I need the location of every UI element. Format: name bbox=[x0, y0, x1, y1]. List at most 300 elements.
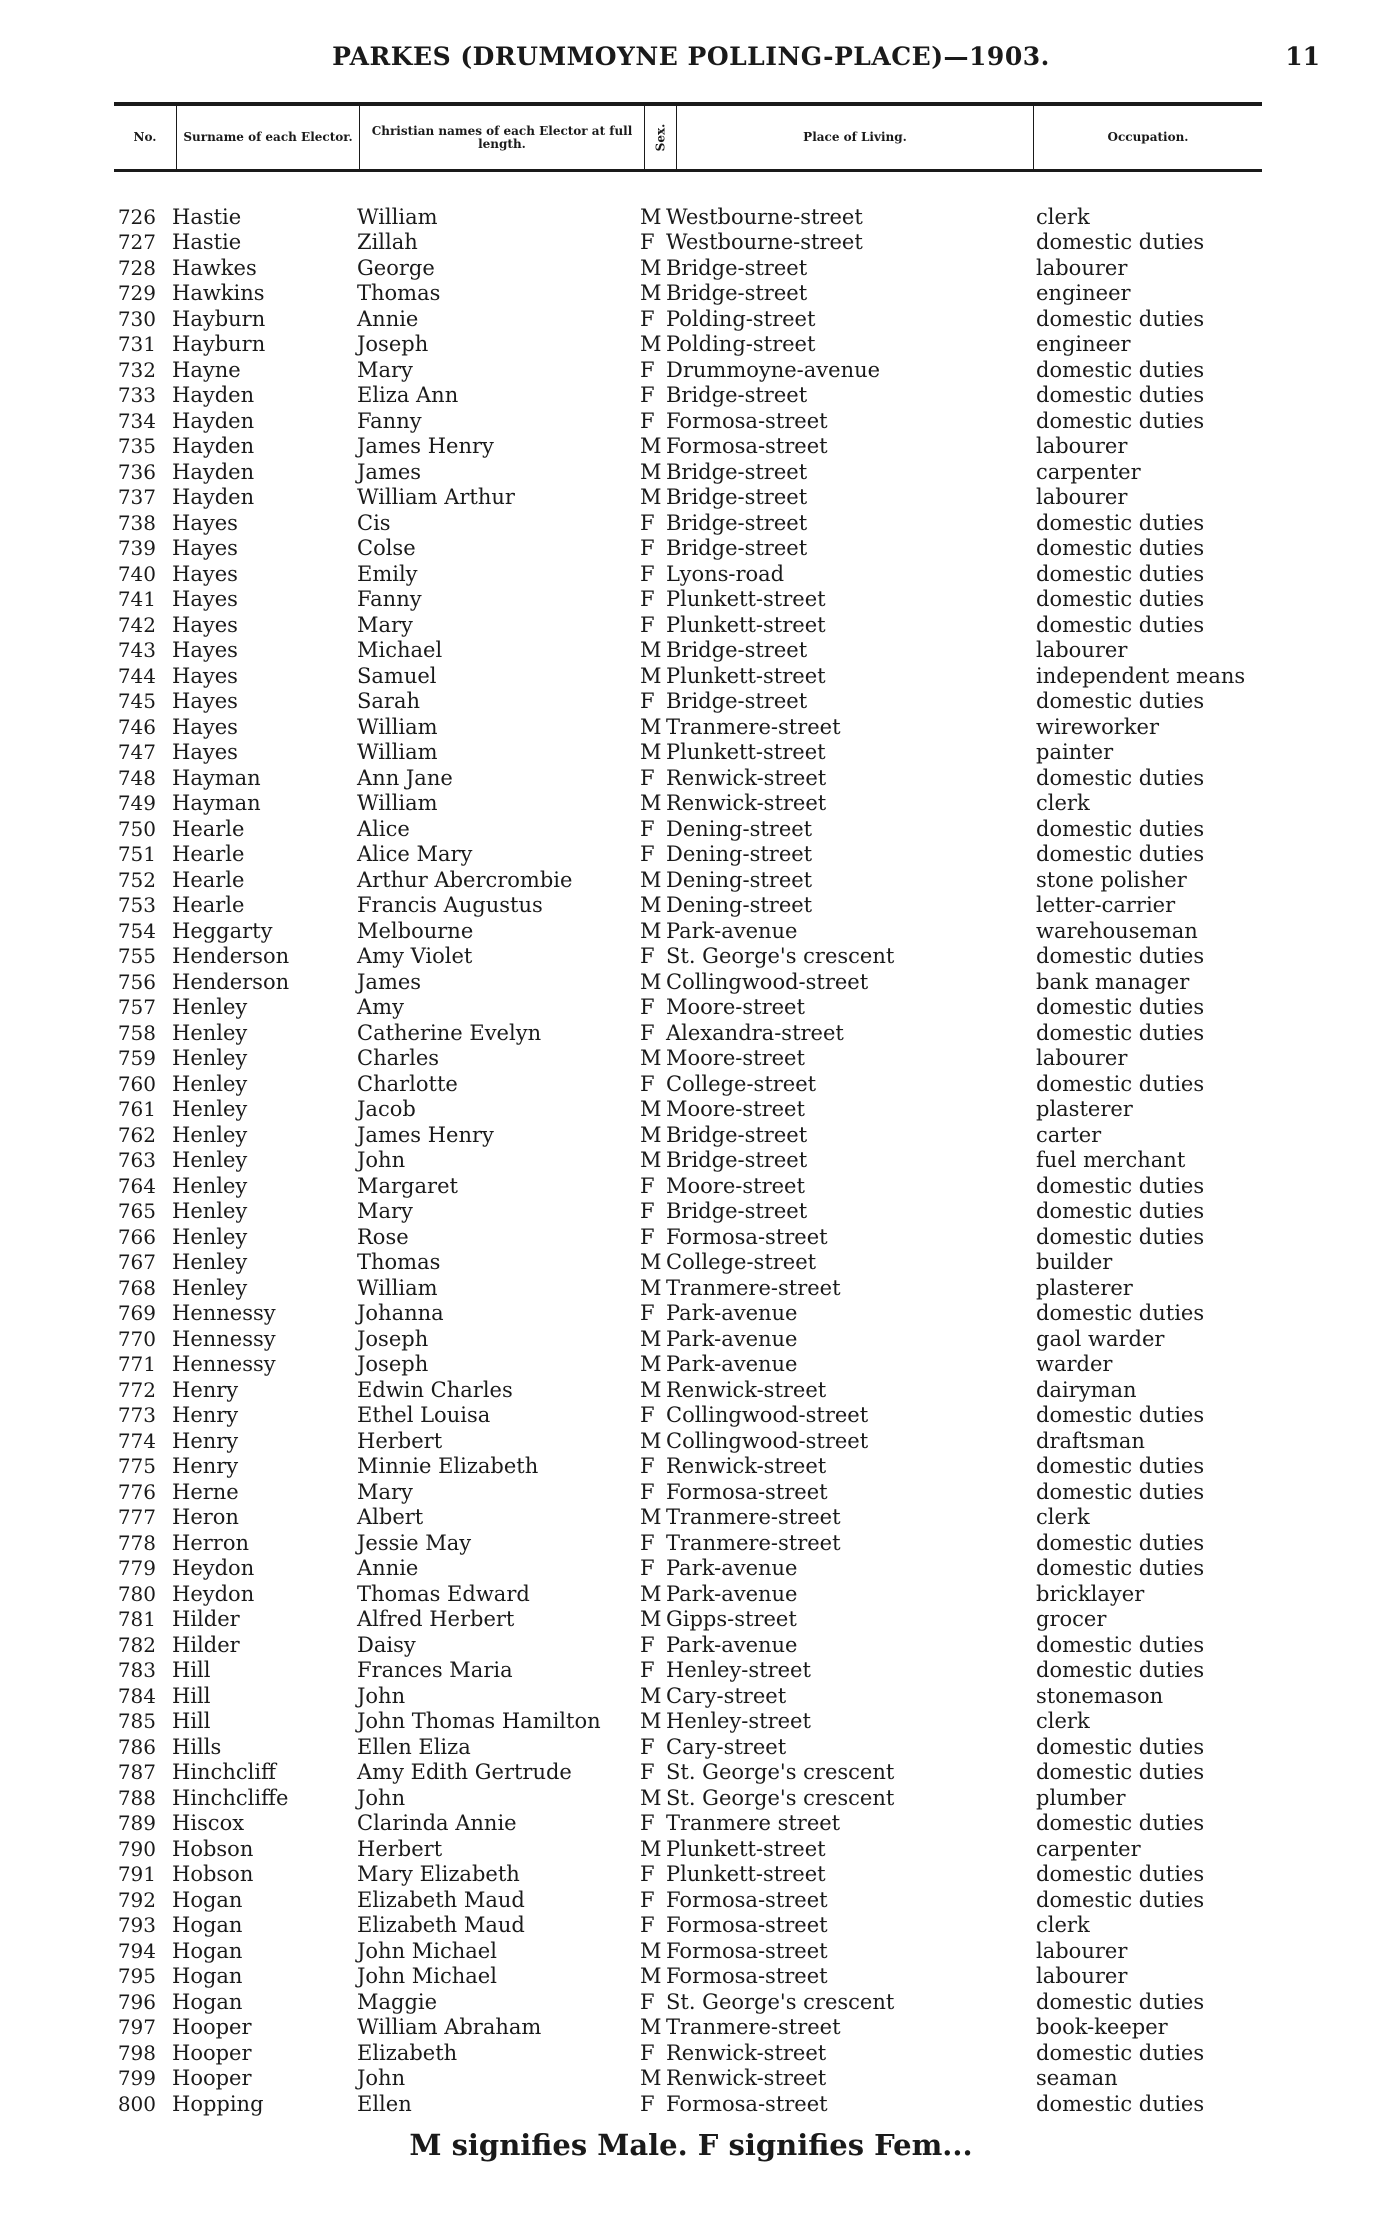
table-row bbox=[108, 484, 1268, 510]
sex-cell: F bbox=[640, 1301, 655, 1325]
sex-cell: M bbox=[640, 1148, 662, 1172]
table-row bbox=[108, 2014, 1268, 2040]
table-row bbox=[108, 1529, 1268, 1555]
table-row bbox=[108, 1223, 1268, 1249]
elector-number-cell: 786 bbox=[117, 1734, 156, 1759]
elector-number-cell: 741 bbox=[117, 587, 156, 611]
elector-number-cell: 754 bbox=[117, 918, 156, 943]
surname-cell: Hayburn bbox=[172, 306, 266, 331]
table-row bbox=[108, 994, 1268, 1020]
sex-legend-footer: M signifies Male. F signifies Fem... bbox=[409, 2128, 973, 2162]
elector-number-cell: 793 bbox=[117, 1913, 156, 1937]
elector-number-cell: 731 bbox=[117, 332, 156, 356]
surname-cell: Henley bbox=[172, 1250, 248, 1274]
table-row bbox=[108, 535, 1268, 561]
place-of-living-cell: Cary-street bbox=[666, 1734, 787, 1759]
sex-cell: M bbox=[640, 663, 662, 688]
occupation-cell: domestic duties bbox=[1036, 944, 1205, 968]
table-row bbox=[108, 943, 1268, 969]
place-of-living-cell: Renwick-street bbox=[666, 2066, 827, 2090]
table-row bbox=[108, 2065, 1268, 2091]
christian-names-cell: Maggie bbox=[357, 1989, 438, 2014]
sex-cell: M bbox=[640, 1505, 662, 1529]
occupation-cell: wireworker bbox=[1036, 714, 1160, 739]
table-row bbox=[108, 305, 1268, 331]
elector-number-cell: 751 bbox=[117, 842, 156, 866]
sex-cell: M bbox=[640, 867, 662, 892]
surname-cell: Hayes bbox=[172, 638, 238, 662]
occupation-cell: clerk bbox=[1036, 1505, 1090, 1529]
surname-cell: Hayes bbox=[172, 740, 238, 764]
surname-cell: Hayden bbox=[172, 434, 255, 458]
elector-number-cell: 759 bbox=[117, 1046, 156, 1070]
table-row bbox=[108, 637, 1268, 663]
elector-number-cell: 779 bbox=[117, 1556, 156, 1580]
christian-names-cell: Frances Maria bbox=[357, 1658, 513, 1682]
elector-number-cell: 767 bbox=[117, 1250, 156, 1274]
place-of-living-cell: Moore-street bbox=[666, 1173, 805, 1198]
elector-number-cell: 736 bbox=[117, 459, 156, 484]
christian-names-cell: Zillah bbox=[357, 230, 418, 254]
table-row bbox=[108, 1784, 1268, 1810]
christian-names-cell: Francis Augustus bbox=[357, 893, 543, 917]
table-row bbox=[108, 968, 1268, 994]
christian-names-cell: Ellen Eliza bbox=[357, 1734, 471, 1759]
christian-names-cell: James bbox=[357, 969, 422, 994]
elector-number-cell: 787 bbox=[117, 1760, 156, 1784]
surname-cell: Hayman bbox=[172, 765, 261, 790]
elector-number-cell: 788 bbox=[117, 1785, 156, 1810]
occupation-cell: clerk bbox=[1036, 791, 1090, 815]
occupation-cell: domestic duties bbox=[1036, 1173, 1205, 1198]
christian-names-cell: James bbox=[357, 459, 422, 484]
sex-cell: M bbox=[640, 638, 662, 662]
occupation-cell: domestic duties bbox=[1036, 612, 1205, 637]
occupation-cell: carpenter bbox=[1036, 459, 1141, 484]
sex-cell: M bbox=[640, 1275, 662, 1300]
sex-cell: F bbox=[640, 510, 655, 535]
surname-cell: Heron bbox=[172, 1505, 239, 1529]
christian-names-cell: Eliza Ann bbox=[357, 383, 459, 407]
place-of-living-cell: Bridge-street bbox=[666, 383, 808, 407]
table-row bbox=[108, 1988, 1268, 2014]
surname-cell: Henley bbox=[172, 1199, 248, 1223]
sex-cell: F bbox=[640, 1224, 655, 1249]
elector-number-cell: 764 bbox=[117, 1173, 156, 1198]
place-of-living-cell: Plunkett-street bbox=[666, 612, 826, 637]
christian-names-cell: Ethel Louisa bbox=[357, 1403, 491, 1427]
sex-cell: M bbox=[640, 1428, 662, 1453]
sex-cell: F bbox=[640, 1862, 655, 1886]
elector-number-cell: 762 bbox=[117, 1122, 156, 1147]
christian-names-cell: William bbox=[357, 740, 438, 764]
surname-cell: Henley bbox=[172, 1122, 248, 1147]
header-no: No. bbox=[114, 106, 177, 169]
surname-cell: Hearle bbox=[172, 893, 245, 917]
occupation-cell: domestic duties bbox=[1036, 306, 1205, 331]
sex-cell: F bbox=[640, 1760, 655, 1784]
table-row bbox=[108, 1198, 1268, 1224]
occupation-cell: labourer bbox=[1036, 255, 1128, 280]
surname-cell: Hennessy bbox=[172, 1352, 276, 1376]
elector-number-cell: 749 bbox=[117, 791, 156, 815]
table-row bbox=[108, 866, 1268, 892]
surname-cell: Henley bbox=[172, 1071, 248, 1096]
christian-names-cell: Jacob bbox=[357, 1097, 416, 1121]
table-row bbox=[108, 1631, 1268, 1657]
elector-number-cell: 769 bbox=[117, 1301, 156, 1325]
occupation-cell: domestic duties bbox=[1036, 842, 1205, 866]
header-sex-label: Sex. bbox=[652, 123, 667, 152]
surname-cell: Hearle bbox=[172, 867, 245, 892]
table-row bbox=[108, 688, 1268, 714]
sex-cell: F bbox=[640, 383, 655, 407]
place-of-living-cell: Cary-street bbox=[666, 1683, 787, 1708]
place-of-living-cell: Bridge-street bbox=[666, 510, 808, 535]
christian-names-cell: Thomas Edward bbox=[357, 1581, 530, 1606]
occupation-cell: labourer bbox=[1036, 638, 1128, 662]
occupation-cell: domestic duties bbox=[1036, 995, 1205, 1019]
christian-names-cell: Mary bbox=[357, 612, 413, 637]
surname-cell: Hayden bbox=[172, 383, 255, 407]
surname-cell: Henley bbox=[172, 1020, 248, 1045]
occupation-cell: plumber bbox=[1036, 1785, 1126, 1810]
elector-number-cell: 761 bbox=[117, 1097, 156, 1121]
occupation-cell: labourer bbox=[1036, 1938, 1128, 1963]
surname-cell: Hooper bbox=[172, 2040, 252, 2065]
sex-cell: M bbox=[640, 1964, 662, 1988]
occupation-cell: letter-carrier bbox=[1036, 893, 1176, 917]
place-of-living-cell: Bridge-street bbox=[666, 1148, 808, 1172]
elector-number-cell: 778 bbox=[117, 1530, 156, 1555]
surname-cell: Hastie bbox=[172, 204, 242, 229]
sex-cell: F bbox=[640, 842, 655, 866]
elector-number-cell: 770 bbox=[117, 1326, 156, 1351]
surname-cell: Hayes bbox=[172, 510, 238, 535]
table-row bbox=[108, 713, 1268, 739]
occupation-cell: domestic duties bbox=[1036, 1071, 1205, 1096]
christian-names-cell: Elizabeth bbox=[357, 2040, 458, 2065]
elector-number-cell: 796 bbox=[117, 1989, 156, 2014]
surname-cell: Herron bbox=[172, 1530, 249, 1555]
place-of-living-cell: Lyons-road bbox=[666, 561, 785, 586]
table-row bbox=[108, 1274, 1268, 1300]
sex-cell: M bbox=[640, 893, 662, 917]
surname-cell: Heydon bbox=[172, 1581, 255, 1606]
elector-number-cell: 744 bbox=[117, 663, 156, 688]
surname-cell: Hennessy bbox=[172, 1301, 276, 1325]
table-row bbox=[108, 1810, 1268, 1836]
table-row bbox=[108, 1708, 1268, 1734]
place-of-living-cell: Park-avenue bbox=[666, 1632, 798, 1657]
elector-number-cell: 737 bbox=[117, 485, 156, 509]
occupation-cell: labourer bbox=[1036, 1046, 1128, 1070]
occupation-cell: bank manager bbox=[1036, 969, 1190, 994]
christian-names-cell: Sarah bbox=[357, 689, 420, 713]
elector-number-cell: 738 bbox=[117, 510, 156, 535]
table-row bbox=[108, 1912, 1268, 1938]
place-of-living-cell: Bridge-street bbox=[666, 255, 808, 280]
christian-names-cell: Rose bbox=[357, 1224, 409, 1249]
elector-number-cell: 730 bbox=[117, 306, 156, 331]
elector-number-cell: 728 bbox=[117, 255, 156, 280]
place-of-living-cell: Dening-street bbox=[666, 893, 813, 917]
table-row bbox=[108, 1070, 1268, 1096]
table-row bbox=[108, 1376, 1268, 1402]
surname-cell: Henley bbox=[172, 1046, 248, 1070]
sex-cell: F bbox=[640, 1454, 655, 1478]
christian-names-cell: William bbox=[357, 1275, 438, 1300]
surname-cell: Heggarty bbox=[172, 918, 273, 943]
elector-number-cell: 726 bbox=[117, 204, 156, 229]
table-row bbox=[108, 1249, 1268, 1275]
sex-cell: M bbox=[640, 1938, 662, 1963]
sex-cell: M bbox=[640, 969, 662, 994]
place-of-living-cell: Moore-street bbox=[666, 1046, 805, 1070]
occupation-cell: warder bbox=[1036, 1352, 1113, 1376]
sex-cell: M bbox=[640, 1607, 662, 1631]
table-row bbox=[108, 1453, 1268, 1479]
place-of-living-cell: Formosa-street bbox=[666, 1938, 828, 1963]
surname-cell: Henley bbox=[172, 1148, 248, 1172]
sex-cell: M bbox=[640, 1097, 662, 1121]
sex-cell: F bbox=[640, 1199, 655, 1223]
christian-names-cell: James Henry bbox=[357, 1122, 494, 1147]
place-of-living-cell: Polding-street bbox=[666, 332, 816, 356]
place-of-living-cell: Tranmere-street bbox=[666, 714, 841, 739]
surname-cell: Hooper bbox=[172, 2066, 252, 2090]
sex-cell: M bbox=[640, 1352, 662, 1376]
place-of-living-cell: Polding-street bbox=[666, 306, 816, 331]
table-row bbox=[108, 1351, 1268, 1377]
occupation-cell: gaol warder bbox=[1036, 1326, 1165, 1351]
occupation-cell: carpenter bbox=[1036, 1836, 1141, 1861]
place-of-living-cell: Westbourne-street bbox=[666, 204, 863, 229]
surname-cell: Henley bbox=[172, 1224, 248, 1249]
christian-names-cell: Amy bbox=[357, 995, 404, 1019]
sex-cell: F bbox=[640, 561, 655, 586]
surname-cell: Hooper bbox=[172, 2015, 252, 2039]
christian-names-cell: John bbox=[357, 1148, 406, 1172]
occupation-cell: labourer bbox=[1036, 1964, 1128, 1988]
place-of-living-cell: Moore-street bbox=[666, 995, 805, 1019]
sex-cell: F bbox=[640, 408, 655, 433]
table-row bbox=[108, 841, 1268, 867]
surname-cell: Henley bbox=[172, 1275, 248, 1300]
table-row bbox=[108, 356, 1268, 382]
surname-cell: Hawkins bbox=[172, 281, 265, 305]
christian-names-cell: Minnie Elizabeth bbox=[357, 1454, 539, 1478]
place-of-living-cell: Collingwood-street bbox=[666, 1428, 869, 1453]
page-number: 11 bbox=[1285, 42, 1320, 71]
place-of-living-cell: Bridge-street bbox=[666, 638, 808, 662]
table-row bbox=[108, 586, 1268, 612]
place-of-living-cell: Formosa-street bbox=[666, 434, 828, 458]
surname-cell: Heydon bbox=[172, 1556, 255, 1580]
surname-cell: Hayes bbox=[172, 663, 238, 688]
sex-cell: F bbox=[640, 1020, 655, 1045]
occupation-cell: clerk bbox=[1036, 204, 1090, 229]
place-of-living-cell: Renwick-street bbox=[666, 1377, 827, 1402]
sex-cell: M bbox=[640, 204, 662, 229]
surname-cell: Hayes bbox=[172, 714, 238, 739]
christian-names-cell: Jessie May bbox=[357, 1530, 472, 1555]
place-of-living-cell: Plunkett-street bbox=[666, 1836, 826, 1861]
place-of-living-cell: Tranmere-street bbox=[666, 1275, 841, 1300]
christian-names-cell: Herbert bbox=[357, 1836, 443, 1861]
place-of-living-cell: Bridge-street bbox=[666, 536, 808, 560]
elector-number-cell: 799 bbox=[117, 2066, 156, 2090]
christian-names-cell: Albert bbox=[357, 1505, 424, 1529]
surname-cell: Hills bbox=[172, 1734, 222, 1759]
sex-cell: F bbox=[640, 1071, 655, 1096]
christian-names-cell: William bbox=[357, 791, 438, 815]
sex-cell: F bbox=[640, 1989, 655, 2014]
christian-names-cell: Joseph bbox=[357, 1352, 429, 1376]
occupation-cell: builder bbox=[1036, 1250, 1113, 1274]
sex-cell: F bbox=[640, 1479, 655, 1504]
occupation-cell: stone polisher bbox=[1036, 867, 1187, 892]
table-row bbox=[108, 1019, 1268, 1045]
sex-cell: F bbox=[640, 306, 655, 331]
place-of-living-cell: Formosa-street bbox=[666, 2091, 828, 2116]
surname-cell: Hastie bbox=[172, 230, 242, 254]
christian-names-cell: Melbourne bbox=[357, 918, 474, 943]
christian-names-cell: William Abraham bbox=[357, 2015, 542, 2039]
christian-names-cell: Elizabeth Maud bbox=[357, 1887, 525, 1912]
elector-number-cell: 743 bbox=[117, 638, 156, 662]
christian-names-cell: Colse bbox=[357, 536, 416, 560]
christian-names-cell: John Michael bbox=[357, 1964, 497, 1988]
table-row bbox=[108, 331, 1268, 357]
place-of-living-cell: Dening-street bbox=[666, 842, 813, 866]
occupation-cell: domestic duties bbox=[1036, 689, 1205, 713]
header-place: Place of Living. bbox=[677, 106, 1034, 169]
place-of-living-cell: Park-avenue bbox=[666, 1556, 798, 1580]
surname-cell: Henry bbox=[172, 1454, 239, 1478]
christian-names-cell: William Arthur bbox=[357, 485, 515, 509]
surname-cell: Hogan bbox=[172, 1887, 243, 1912]
occupation-cell: domestic duties bbox=[1036, 510, 1205, 535]
occupation-cell: domestic duties bbox=[1036, 816, 1205, 841]
occupation-cell: carter bbox=[1036, 1122, 1102, 1147]
elector-number-cell: 791 bbox=[117, 1862, 156, 1886]
sex-cell: F bbox=[640, 587, 655, 611]
elector-number-cell: 742 bbox=[117, 612, 156, 637]
elector-number-cell: 795 bbox=[117, 1964, 156, 1988]
surname-cell: Hilder bbox=[172, 1632, 240, 1657]
sex-cell: M bbox=[640, 1785, 662, 1810]
christian-names-cell: Alice bbox=[357, 816, 410, 841]
elector-number-cell: 771 bbox=[117, 1352, 156, 1376]
place-of-living-cell: Westbourne-street bbox=[666, 230, 863, 254]
occupation-cell: domestic duties bbox=[1036, 1224, 1205, 1249]
surname-cell: Hayburn bbox=[172, 332, 266, 356]
christian-names-cell: William bbox=[357, 204, 438, 229]
christian-names-cell: George bbox=[357, 255, 435, 280]
occupation-cell: domestic duties bbox=[1036, 383, 1205, 407]
table-row bbox=[108, 1300, 1268, 1326]
occupation-cell: labourer bbox=[1036, 485, 1128, 509]
surname-cell: Hinchcliffe bbox=[172, 1785, 289, 1810]
surname-cell: Hayne bbox=[172, 357, 241, 382]
elector-number-cell: 740 bbox=[117, 561, 156, 586]
place-of-living-cell: Tranmere-street bbox=[666, 1530, 841, 1555]
occupation-cell: domestic duties bbox=[1036, 1760, 1205, 1784]
occupation-cell: domestic duties bbox=[1036, 1862, 1205, 1886]
place-of-living-cell: St. George's crescent bbox=[666, 1989, 895, 2014]
surname-cell: Herne bbox=[172, 1479, 239, 1504]
sex-cell: F bbox=[640, 2040, 655, 2065]
place-of-living-cell: Renwick-street bbox=[666, 791, 827, 815]
christian-names-cell: Mary bbox=[357, 1479, 413, 1504]
elector-number-cell: 773 bbox=[117, 1403, 156, 1427]
occupation-cell: grocer bbox=[1036, 1607, 1107, 1631]
christian-names-cell: Elizabeth Maud bbox=[357, 1913, 525, 1937]
table-row bbox=[108, 560, 1268, 586]
table-row bbox=[108, 1733, 1268, 1759]
place-of-living-cell: Alexandra-street bbox=[666, 1020, 844, 1045]
sex-cell: M bbox=[640, 1122, 662, 1147]
christian-names-cell: Arthur Abercrombie bbox=[357, 867, 573, 892]
occupation-cell: painter bbox=[1036, 740, 1114, 764]
header-sex bbox=[645, 106, 677, 169]
elector-number-cell: 774 bbox=[117, 1428, 156, 1453]
sex-cell: M bbox=[640, 1709, 662, 1733]
sex-cell: M bbox=[640, 791, 662, 815]
occupation-cell: plasterer bbox=[1036, 1097, 1133, 1121]
surname-cell: Hill bbox=[172, 1658, 211, 1682]
christian-names-cell: Joseph bbox=[357, 332, 429, 356]
occupation-cell: clerk bbox=[1036, 1709, 1090, 1733]
christian-names-cell: Clarinda Annie bbox=[357, 1811, 517, 1835]
occupation-cell: domestic duties bbox=[1036, 1811, 1205, 1835]
place-of-living-cell: Plunkett-street bbox=[666, 1862, 826, 1886]
header-christian-names: Christian names of each Elector at full length. bbox=[360, 106, 645, 169]
table-row bbox=[108, 917, 1268, 943]
surname-cell: Hill bbox=[172, 1683, 211, 1708]
table-row bbox=[108, 1147, 1268, 1173]
table-row bbox=[108, 280, 1268, 306]
place-of-living-cell: Gipps-street bbox=[666, 1607, 797, 1631]
sex-cell: M bbox=[640, 255, 662, 280]
elector-number-cell: 775 bbox=[117, 1454, 156, 1478]
sex-cell: M bbox=[640, 1250, 662, 1274]
surname-cell: Hayes bbox=[172, 561, 238, 586]
table-row bbox=[108, 1402, 1268, 1428]
sex-cell: F bbox=[640, 1811, 655, 1835]
table-row bbox=[108, 1096, 1268, 1122]
table-row bbox=[108, 611, 1268, 637]
occupation-cell: domestic duties bbox=[1036, 561, 1205, 586]
christian-names-cell: James Henry bbox=[357, 434, 494, 458]
christian-names-cell: Cis bbox=[357, 510, 391, 535]
page-title: PARKES (DRUMMOYNE POLLING-PLACE)—1903. bbox=[332, 42, 1050, 71]
surname-cell: Henry bbox=[172, 1428, 239, 1453]
surname-cell: Hayden bbox=[172, 485, 255, 509]
occupation-cell: domestic duties bbox=[1036, 2040, 1205, 2065]
place-of-living-cell: Park-avenue bbox=[666, 1301, 798, 1325]
occupation-cell: plasterer bbox=[1036, 1275, 1133, 1300]
table-row bbox=[108, 790, 1268, 816]
occupation-cell: bricklayer bbox=[1036, 1581, 1145, 1606]
christian-names-cell: John Michael bbox=[357, 1938, 497, 1963]
elector-number-cell: 753 bbox=[117, 893, 156, 917]
occupation-cell: domestic duties bbox=[1036, 1020, 1205, 1045]
christian-names-cell: Amy Violet bbox=[357, 944, 473, 968]
table-row bbox=[108, 1606, 1268, 1632]
table-row bbox=[108, 458, 1268, 484]
